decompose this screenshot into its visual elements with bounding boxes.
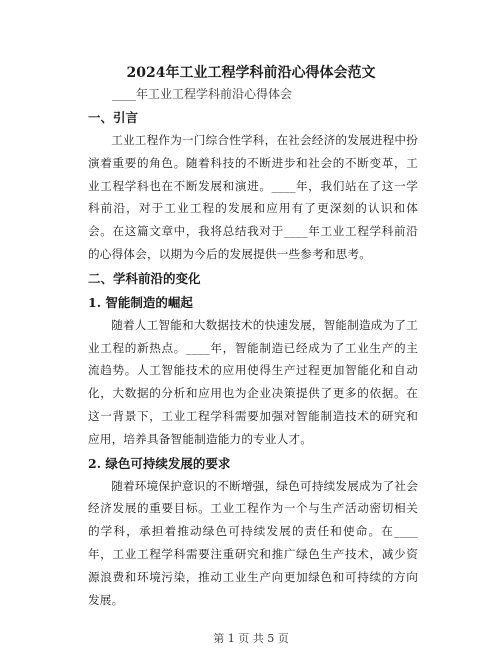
introduction-paragraph: 工业工程作为一门综合性学科，在社会经济的发展进程中扮演着重要的角色。随着科技的不断进步和社会的不断变革，工业工程学科也在不断发展和演进。____年，我们站在了这一学科前沿，对于工业工程的发展和应用有了更深刻的认识和体会。在这篇文章中，我将总结我对于____年工业工程学科前沿的心得体会，以期为今后的发展提供一些参考和思考。	[88, 133, 418, 261]
section-heading-introduction: 一、引言	[88, 110, 139, 125]
document-subtitle: ____年工业工程学科前沿心得体会	[112, 87, 293, 101]
document-title: 2024年工业工程学科前沿心得体会范文	[126, 65, 376, 81]
subsection-heading-green-development: 2. 绿色可持续发展的要求	[88, 455, 231, 471]
document-body	[88, 83, 418, 611]
section-heading-frontier-changes: 二、学科前沿的变化	[88, 270, 201, 286]
subsection-heading-smart-manufacturing: 1. 智能制造的崛起	[88, 294, 193, 310]
green-development-paragraph: 随着环境保护意识的不断增强，绿色可持续发展成为了社会经济发展的重要目标。工业工程作为一个与生产活动密切相关的学科，承担着推动绿色可持续发展的责任和使命。在____年，工业工程学科需要注重研究和推广绿色生产技术，减少资源浪费和环境污染，推动工业生产向更加绿色和可持续的方向发展。	[88, 478, 418, 607]
page-footer: 第 1 页 共 5 页	[213, 632, 289, 645]
smart-manufacturing-paragraph: 随着人工智能和大数据技术的快速发展，智能制造成为了工业工程的新热点。____年，智能制造已经成为了工业生产的主流趋势。人工智能技术的应用使得生产过程更加智能化和自动化，大数据的分析和应用也为企业决策提供了更多的依据。在这一背景下，工业工程学科需要加强对智能制造技术的研究和应用，培养具备智能制造能力的专业人才。	[88, 317, 418, 446]
